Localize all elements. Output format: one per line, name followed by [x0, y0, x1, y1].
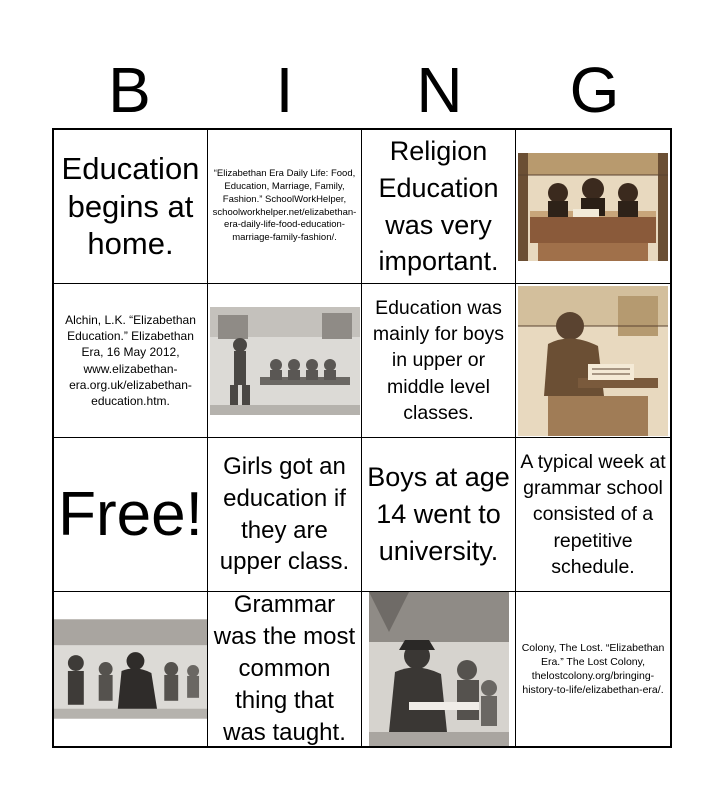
cell-text: A typical week at grammar school consisted of a repetitive schedule. — [520, 450, 666, 578]
cell-text: Religion Education was very important. — [378, 136, 499, 277]
bingo-cell-r1c2[interactable] — [362, 284, 516, 438]
header-letter-g: G — [569, 54, 620, 126]
bingo-cell-r3c3[interactable] — [516, 592, 670, 746]
engraving-scholar-writing-image — [518, 286, 668, 436]
bingo-cell-r0c0[interactable] — [54, 130, 208, 284]
cell-text: Girls got an education if they are upper class. — [219, 452, 350, 576]
engraving-dame-school-image — [54, 619, 207, 719]
bingo-cell-r1c1[interactable] — [208, 284, 362, 438]
cell-text: Education was mainly for boys in upper or middle level classes. — [372, 296, 505, 424]
free-space-label: Free! — [58, 479, 203, 549]
bingo-cell-r0c1[interactable] — [208, 130, 362, 284]
bingo-cell-free[interactable] — [54, 438, 208, 592]
header-letter-b: B — [108, 54, 151, 126]
bingo-cell-r3c0[interactable] — [54, 592, 208, 746]
bingo-cell-r2c2[interactable] — [362, 438, 516, 592]
bingo-cell-r3c2[interactable] — [362, 592, 516, 746]
bingo-cell-r0c3[interactable] — [516, 130, 670, 284]
bingo-card — [52, 128, 672, 748]
bingo-cell-r2c3[interactable] — [516, 438, 670, 592]
bingo-cell-r3c1[interactable] — [208, 592, 362, 746]
engraving-schoolmaster-with-boys-image — [369, 592, 509, 746]
header-letter-n: N — [416, 54, 463, 126]
cell-text: Grammar was the most common thing that was taught. — [213, 592, 356, 746]
cell-citation: Alchin, L.K. “Elizabethan Education.” Elizabethan Era, 16 May 2012, www.elizabethan-era.org.uk/elizabethan-education.htm. — [65, 312, 196, 408]
bingo-cell-r0c2[interactable] — [362, 130, 516, 284]
engraving-classroom-teacher-image — [210, 307, 360, 415]
header-letter-i: I — [275, 54, 294, 126]
engraving-scholars-at-table-image — [518, 153, 668, 261]
bingo-cell-r1c0[interactable] — [54, 284, 208, 438]
bingo-cell-r1c3[interactable] — [516, 284, 670, 438]
cell-text: Education begins at home. — [61, 150, 200, 262]
cell-citation: “Elizabethan Era Daily Life: Food, Education, Marriage, Family, Fashion.” SchoolWorkHelper, schoolworkhelper.net/elizabethan-era-daily-life-food-education-marriage-family-fashion/. — [212, 168, 357, 244]
bingo-cell-r2c1[interactable] — [208, 438, 362, 592]
cell-citation: Colony, The Lost. “Elizabethan Era.” The Lost Colony, thelostcolony.org/bringing-history-to-life/elizabethan-era/. — [521, 641, 665, 697]
cell-text: Boys at age 14 went to university. — [367, 462, 510, 566]
bingo-header — [52, 52, 672, 128]
